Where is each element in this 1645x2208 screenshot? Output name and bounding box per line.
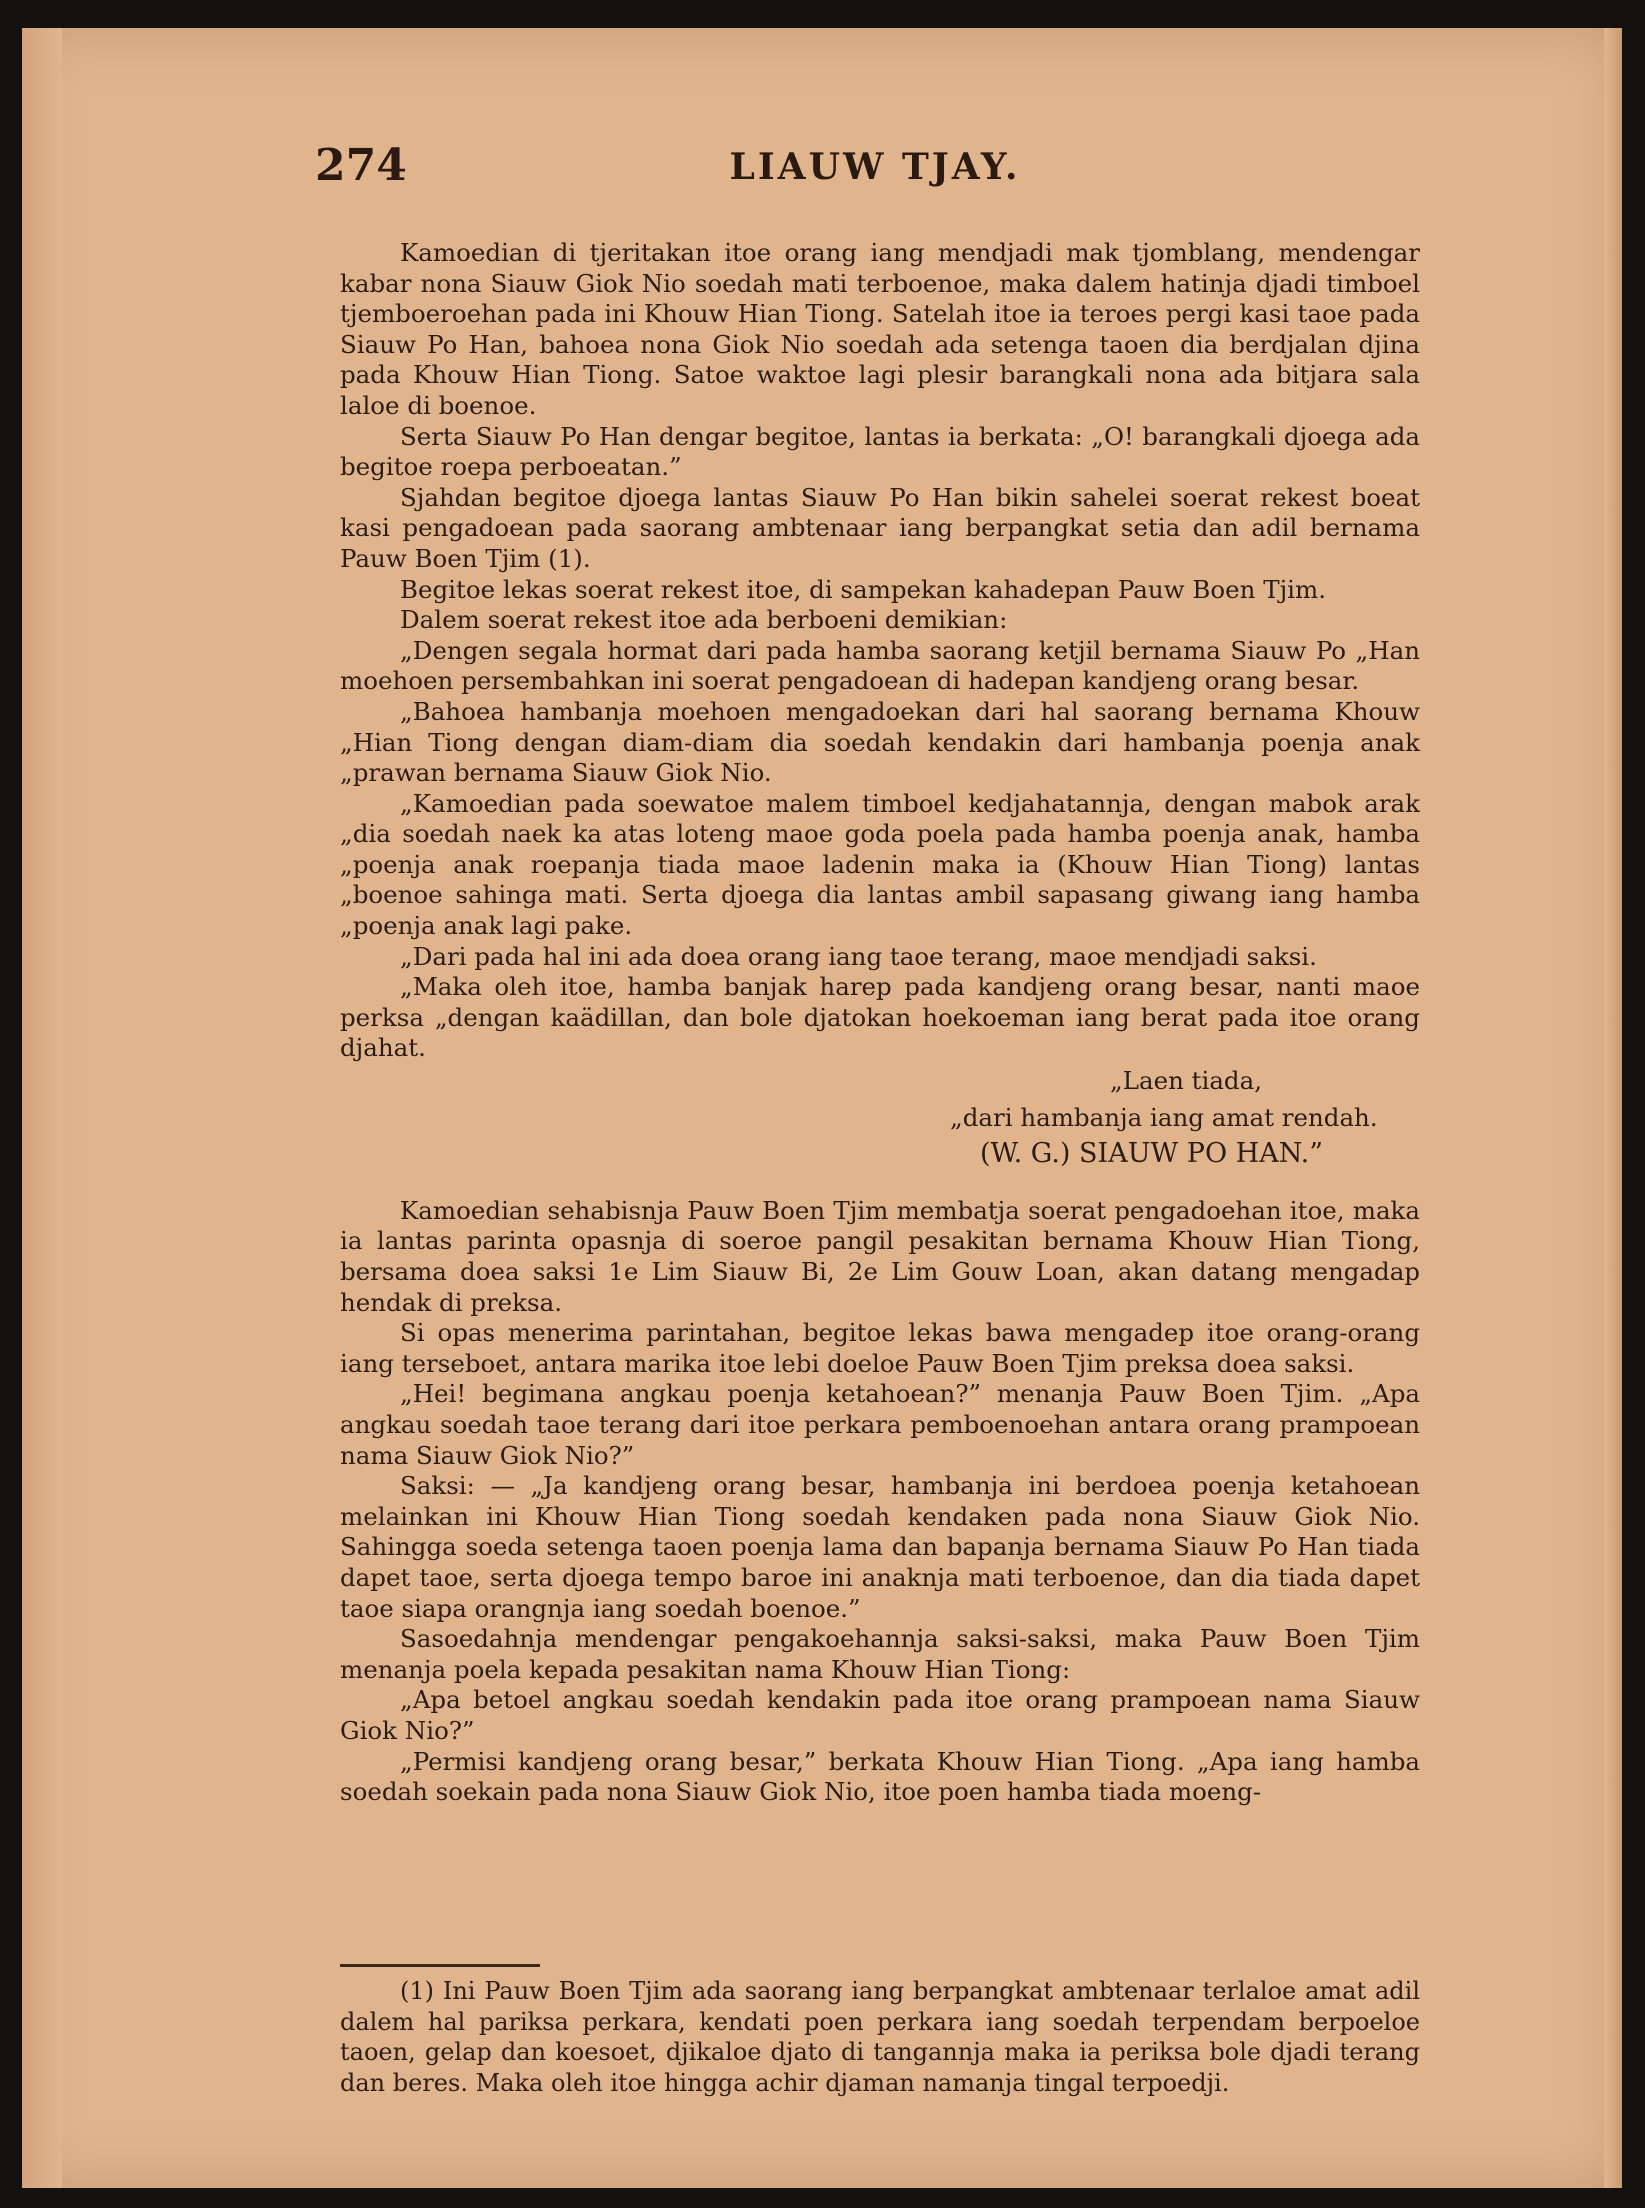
paragraph: Sjahdan begitoe djoega lantas Siauw Po Han bikin sahelei soerat rekest boeat kasi pengadoean pada saorang ambtenaar iang berpangkat setia dan adil bernama Pauw Boen Tjim (1). — [340, 482, 1420, 573]
petition-paragraph: „Maka oleh itoe, hamba banjak harep pada kandjeng orang besar, nanti maoe perksa „dengan kaädillan, dan bole djatokan hoekoeman iang berat pada itoe orang djahat. — [340, 972, 1420, 1063]
page-edge-right — [1604, 28, 1622, 2188]
section-gap — [340, 1170, 1420, 1196]
paragraph: Kamoedian sehabisnja Pauw Boen Tjim membatja soerat pengadoehan itoe, maka ia lantas parinta opasnja di soeroe pangil pesakitan bernama Khouw Hian Tiong, bersama doea saksi 1e Lim Siauw Bi, 2e Lim Gouw Loan, akan datang mengadap hendak di preksa. — [340, 1195, 1420, 1317]
paragraph: Serta Siauw Po Han dengar begitoe, lantas ia berkata: „O! barangkali djoega ada begitoe roepa perboeatan.” — [340, 421, 1420, 482]
paragraph: Si opas menerima parintahan, begitoe lekas bawa mengadep itoe orang-orang iang terseboet, antara marika itoe lebi doeloe Pauw Boen Tjim preksa doea saksi. — [340, 1318, 1420, 1378]
paragraph: „Apa betoel angkau soedah kendakin pada itoe orang prampoean nama Siauw Giok Nio?” — [340, 1685, 1420, 1745]
petition-paragraph: „Dengen segala hormat dari pada hamba saorang ketjil bernama Siauw Po „Han moehoen persembahkan ini soerat pengadoean di hadepan kandjeng orang besar. — [340, 635, 1420, 696]
footnote — [340, 1976, 1420, 2098]
paragraph: „Hei! begimana angkau poenja ketahoean?” menanja Pauw Boen Tjim. „Apa angkau soedah taoe terang dari itoe perkara pemboenoehan antara orang prampoean nama Siauw Giok Nio?” — [340, 1379, 1420, 1470]
page-edge-left — [22, 28, 62, 2188]
petition-paragraph: „Dari pada hal ini ada doea orang iang taoe terang, maoe mendjadi saksi. — [400, 941, 1317, 971]
letter-closing: „Laen tiada, — [1110, 1066, 1263, 1096]
paragraph: Saksi: — „Ja kandjeng orang besar, hambanja ini berdoea poenja ketahoean melainkan ini Khouw Hian Tiong soedah kendaken pada nona Siauw Giok Nio. Sahingga soeda setenga taoen poenja lama dan bapanja bernama Siauw Po Han tiada dapet taoe, serta djoega tempo baroe ini anaknja mati terboenoe, dan dia tiada dapet taoe siapa orangnja iang soedah boenoe.” — [340, 1471, 1420, 1623]
letter-signature: (W. G.) SIAUW PO HAN.” — [980, 1138, 1323, 1170]
petition-paragraph: „Bahoea hambanja moehoen mengadoekan dari hal saorang bernama Khouw „Hian Tiong dengan diam-diam dia soedah kendakin dari hambanja poenja anak „prawan bernama Siauw Giok Nio. — [340, 696, 1420, 788]
footnote-rule — [340, 1964, 540, 1967]
petition-paragraph: „Kamoedian pada soewatoe malem timboel kedjahatannja, dengan mabok arak „dia soedah naek ka atas loteng maoe goda poela pada hamba poenja anak, hamba „poenja anak roepanja tiada maoe ladenin maka ia (Khouw Hian Tiong) lantas „boenoe sahinga mati. Serta djoega dia lantas ambil sapasang giwang iang hamba „poenja anak lagi pake. — [340, 788, 1420, 941]
letter-sender: „dari hambanja iang amat rendah. — [950, 1102, 1378, 1132]
page-number: 274 — [315, 140, 407, 191]
running-title: LIAUW TJAY. — [729, 146, 1021, 188]
paragraph: Dalem soerat rekest itoe ada berboeni demikian: — [400, 605, 1008, 635]
body-text — [340, 238, 1420, 1808]
paragraph: Begitoe lekas soerat rekest itoe, di sampekan kahadepan Pauw Boen Tjim. — [400, 574, 1327, 604]
footnote-text: (1) Ini Pauw Boen Tjim ada saorang iang berpangkat ambtenaar terlaloe amat adil dalem hal pariksa perkara, kendati poen perkara iang soedah terpendam berpoeloe taoen, gelap dan koesoet, djikaloe djato di tangannja maka ia periksa bole djadi terang dan beres. Maka oleh itoe hingga achir djaman namanja tingal terpoedji. — [340, 1977, 1420, 2097]
page-header — [315, 140, 1435, 200]
paragraph: „Permisi kandjeng orang besar,” berkata Khouw Hian Tiong. „Apa iang hamba soedah soekain pada nona Siauw Giok Nio, itoe poen hamba tiada moeng- — [340, 1746, 1420, 1807]
paragraph: Kamoedian di tjeritakan itoe orang iang mendjadi mak tjomblang, mendengar kabar nona Siauw Giok Nio soedah mati terboenoe, maka dalem hatinja djadi timboel tjemboeroehan pada ini Khouw Hian Tiong. Satelah itoe ia teroes pergi kasi taoe pada Siauw Po Han, bahoea nona Giok Nio soedah ada setenga taoen dia berdjalan djina pada Khouw Hian Tiong. Satoe waktoe lagi plesir barangkali nona ada bitjara sala laloe di boenoe. — [340, 238, 1420, 420]
paragraph: Sasoedahnja mendengar pengakoehannja saksi-saksi, maka Pauw Boen Tjim menanja poela kepada pesakitan nama Khouw Hian Tiong: — [340, 1624, 1420, 1684]
